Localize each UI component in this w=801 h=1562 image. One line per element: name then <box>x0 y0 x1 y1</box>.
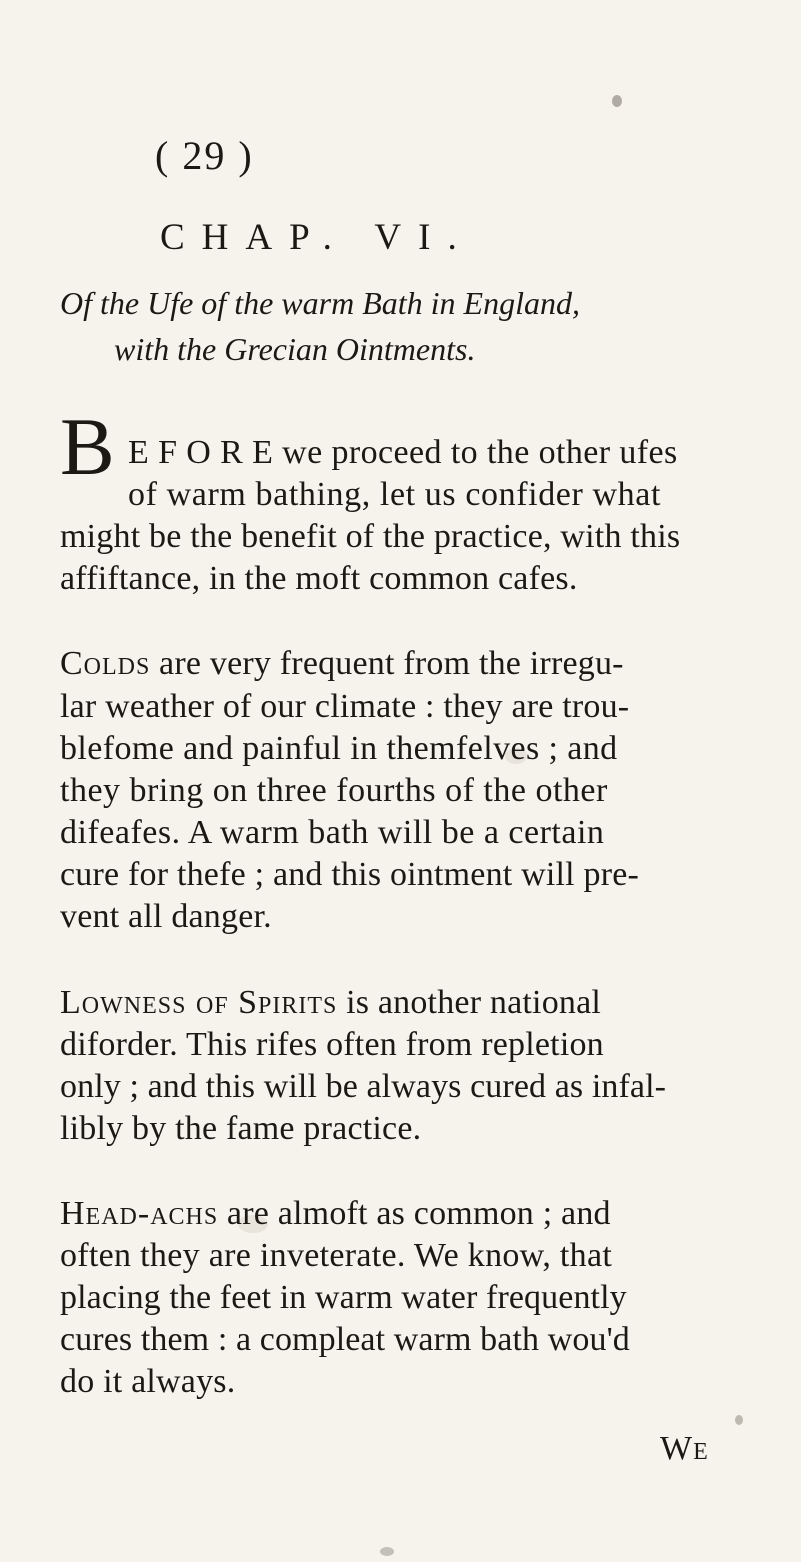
text-line: they bring on three fourths of the other <box>60 772 608 809</box>
text-line: affiftance, in the moft common cafes. <box>60 560 578 597</box>
text-line: Head-achs are almoft as common ; and <box>60 1195 611 1232</box>
text-line: might be the benefit of the practice, with this <box>60 518 681 555</box>
text-line: vent all danger. <box>60 898 272 935</box>
drop-cap: B <box>60 401 115 492</box>
page-number: ( 29 ) <box>155 133 254 178</box>
text-line: placing the feet in warm water frequently <box>60 1279 627 1316</box>
text-line: only ; and this will be always cured as infal- <box>60 1068 667 1105</box>
text-line: Colds are very frequent from the irregu- <box>60 645 624 682</box>
ink-speck <box>735 1415 743 1425</box>
chapter-title-line-1: Of the Ufe of the warm Bath in England, <box>60 285 580 321</box>
small-caps-lead: Lowness of Spirits <box>60 984 338 1021</box>
text-line: often they are inveterate. We know, that <box>60 1237 613 1274</box>
text-line: blefome and painful in themfelves ; and <box>60 730 618 767</box>
text-line: diforder. This rifes often from repletion <box>60 1026 604 1063</box>
ink-speck <box>380 1547 394 1556</box>
small-caps-lead: Head-achs <box>60 1195 219 1232</box>
text-line: of warm bathing, let us confider what <box>128 476 661 513</box>
text-line: cures them : a compleat warm bath wou'd <box>60 1321 630 1358</box>
text-line: lar weather of our climate : they are trou- <box>60 688 630 725</box>
text-line: do it always. <box>60 1363 236 1400</box>
text-line: Lowness of Spirits is another national <box>60 984 602 1021</box>
small-caps-lead: Colds <box>60 645 151 682</box>
text-line: libly by the fame practice. <box>60 1110 422 1147</box>
text-line: cure for thefe ; and this ointment will pre- <box>60 856 640 893</box>
catchword: We <box>660 1430 709 1467</box>
text-line: E F O R E we proceed to the other ufes <box>128 434 678 471</box>
text-line: difeafes. A warm bath will be a certain <box>60 814 605 851</box>
chapter-heading: CHAP. VI. <box>160 217 474 258</box>
ink-speck <box>612 95 622 107</box>
chapter-title-line-2: with the Grecian Ointments. <box>114 331 476 367</box>
